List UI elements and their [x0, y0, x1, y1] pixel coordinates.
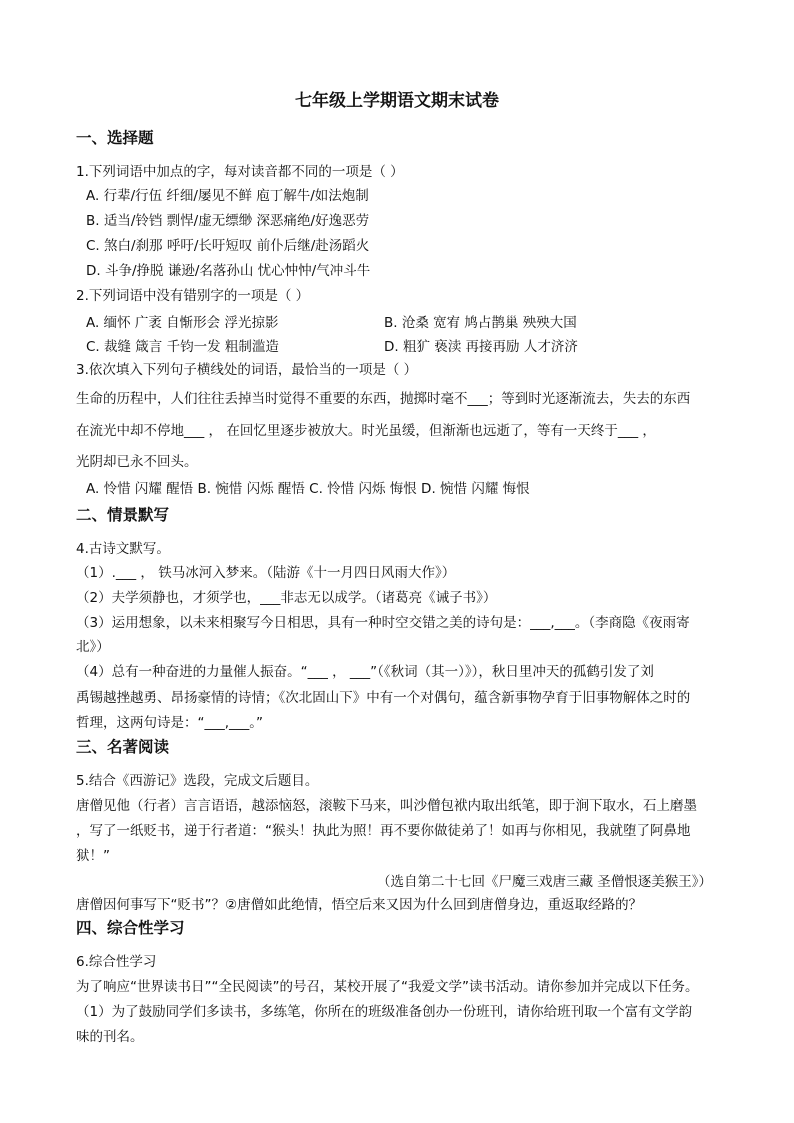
- q5-source: （选自第二十七回《尸魔三戏唐三藏 圣僧恨逐美猴王》）: [376, 874, 712, 890]
- page-title: 七年级上学期语文期末试卷: [295, 91, 499, 111]
- q1-option-b: B. 适当/铃铛 剽悍/虚无缥缈 深恶痛绝/好逸恶劳: [86, 213, 370, 229]
- q4-line: （1）.___ ， 铁马冰河入梦来。（陆游《十一月四日风雨大作》）: [76, 565, 456, 581]
- q2-option-b: B. 沧桑 宽宥 鸠占鹊巢 殃殃大国: [384, 315, 577, 331]
- q5-stem: 5.结合《西游记》选段，完成文后题目。: [76, 773, 319, 789]
- section-heading-recitation: 二、情景默写: [76, 506, 170, 524]
- q6-para-line: 为了响应“世界读书日”“全民阅读”的号召，某校开展了“我爱文学”读书活动。请你参加并完成以下任务。: [76, 979, 699, 995]
- q5-para-line: 狱！”: [76, 848, 110, 864]
- section-heading-classics: 三、名著阅读: [76, 738, 170, 756]
- q2-stem: 2.下列词语中没有错别字的一项是（ ）: [76, 288, 310, 304]
- q3-options: A. 怜惜 闪耀 醒悟 B. 惋惜 闪烁 醒悟 C. 怜惜 闪烁 悔恨 D. 惋惜 闪耀 悔恨: [86, 481, 530, 497]
- q4-line: （4）总有一种奋进的力量催人振奋。“___ ， ___”（《秋词（其一）》），秋日里冲天的孤鹤引发了刘: [76, 664, 654, 680]
- q6-para-line: （1）为了鼓励同学们多读书，多练笔，你所在的班级准备创办一份班刊，请你给班刊取一个富有文学韵: [76, 1004, 693, 1020]
- q4-line: 北》）: [76, 639, 110, 655]
- q2-option-a: A. 缅怀 广袤 自惭形会 浮光掠影: [86, 315, 279, 331]
- q1-option-a: A. 行辈/行伍 纤细/屡见不鲜 庖丁解牛/如法炮制: [86, 188, 369, 204]
- q1-stem: 1.下列词语中加点的字，每对读音都不同的一项是（ ）: [76, 164, 404, 180]
- section-heading-comprehensive: 四、综合性学习: [76, 919, 185, 937]
- section-heading-choice: 一、选择题: [76, 129, 154, 147]
- q4-line: （3）运用想象，以未来相聚写今日相思，具有一种时空交错之美的诗句是：___,___。（李商隐《夜雨寄: [76, 615, 690, 631]
- q4-line: （2）夫学须静也，才须学也，___非志无以成学。（诸葛亮《诫子书》）: [76, 590, 497, 606]
- q6-stem: 6.综合性学习: [76, 954, 157, 970]
- q4-line: 禹锡越挫越勇、昂扬豪情的诗情；《次北固山下》中有一个对偶句，蕴含新事物孕育于旧事物解体之时的: [76, 690, 691, 706]
- q4-line: 哲理，这两句诗是：“___,___。”: [76, 715, 264, 731]
- q3-para-line: 在流光中却不停地___ ， 在回忆里逐步被放大。时光虽缓，但渐渐也远逝了，等有一天终于___ ，: [76, 423, 656, 439]
- q3-para-line: 光阴却已永不回头。: [76, 454, 198, 470]
- q3-stem: 3.依次填入下列句子横线处的词语，最恰当的一项是（ ）: [76, 362, 418, 378]
- q5-question: 唐僧因何事写下“贬书”？②唐僧如此绝情，悟空后来又因为什么回到唐僧身边，重返取经路的？: [76, 897, 643, 913]
- q1-option-c: C. 煞白/刹那 呼吁/长吁短叹 前仆后继/赴汤蹈火: [86, 238, 370, 254]
- q5-para-line: 唐僧见他（行者）言言语语，越添恼怒，滚鞍下马来，叫沙僧包袱内取出纸笔，即于涧下取水，石上磨墨: [76, 798, 697, 814]
- q2-option-c: C. 裁缝 箴言 千钧一发 粗制滥造: [86, 339, 279, 355]
- q2-option-d: D. 粗犷 亵渎 再接再励 人才济济: [384, 339, 578, 355]
- q4-stem: 4.古诗文默写。: [76, 541, 170, 557]
- q3-para-line: 生命的历程中，人们往往丢掉当时觉得不重要的东西，抛掷时毫不___；等到时光逐渐流去，失去的东西: [76, 391, 691, 407]
- q5-para-line: ，写了一纸贬书，递于行者道：“猴头！执此为照！再不要你做徒弟了！如再与你相见，我就堕了阿鼻地: [76, 823, 691, 839]
- q1-option-d: D. 斗争/挣脱 谦逊/名落孙山 忧心忡忡/气冲斗牛: [86, 263, 371, 279]
- q6-para-line: 味的刊名。: [76, 1029, 144, 1045]
